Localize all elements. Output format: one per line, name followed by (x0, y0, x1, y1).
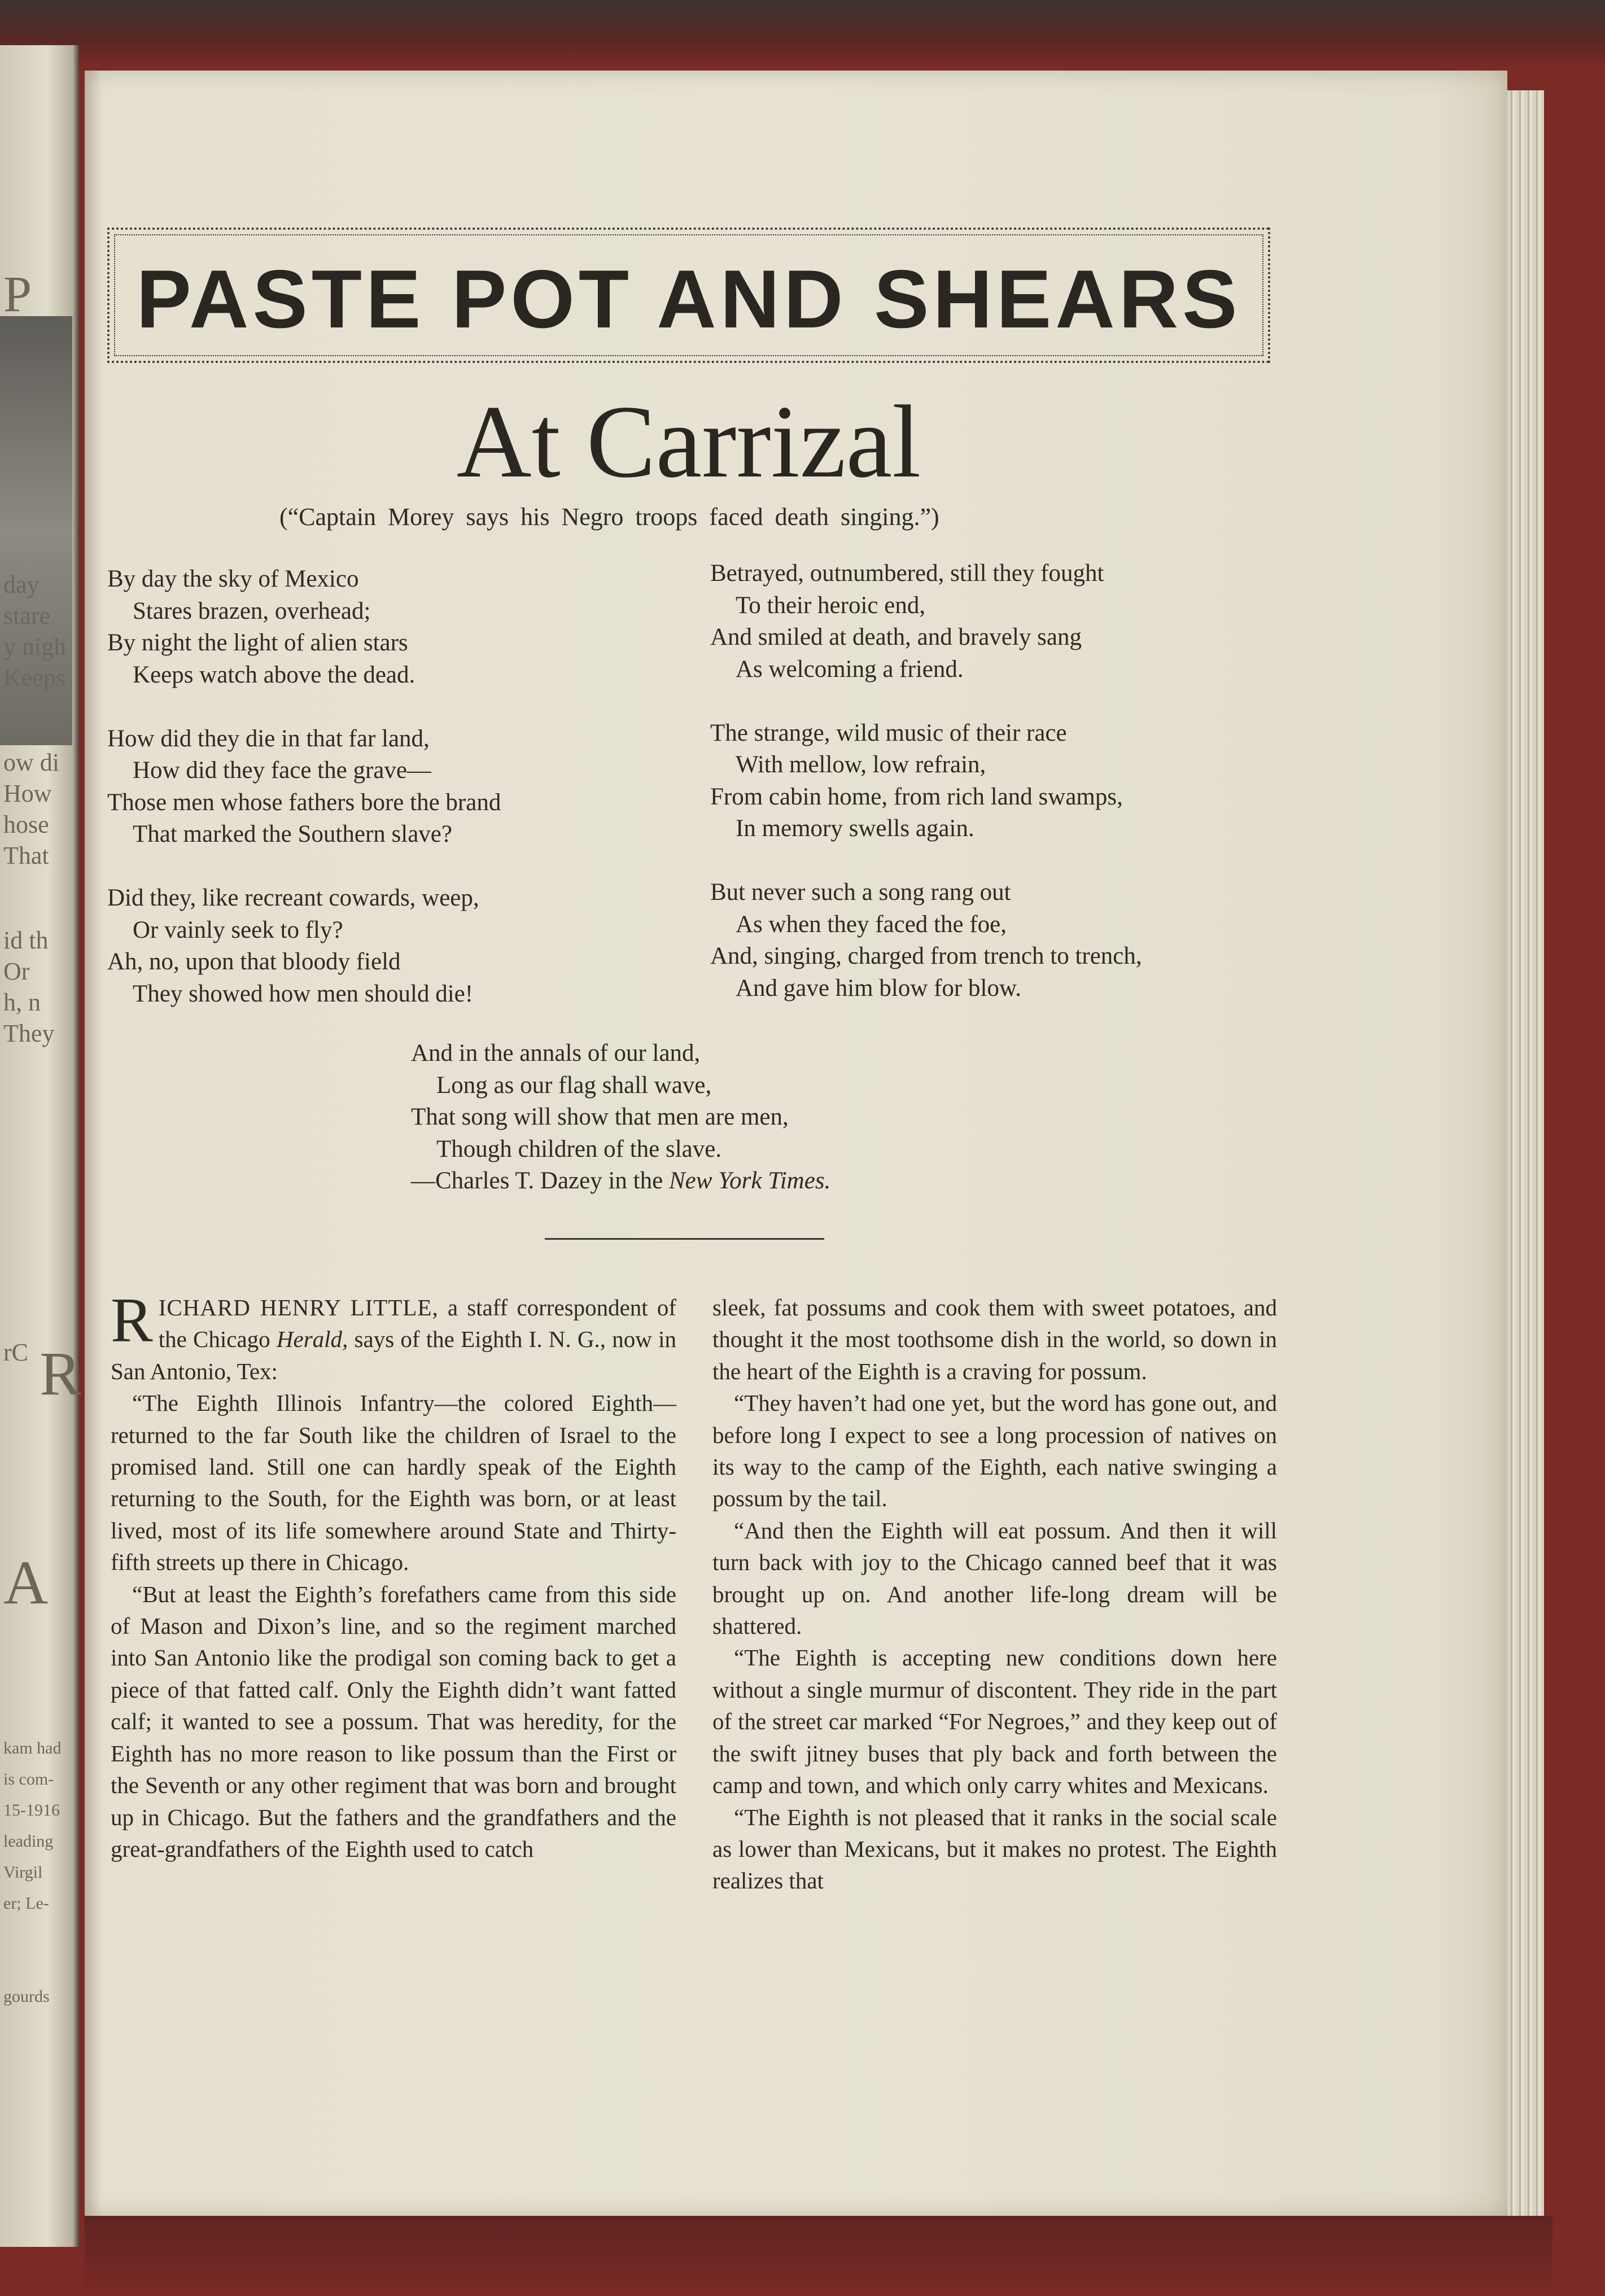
facing-page-fragment: kam had (3, 1739, 62, 1757)
article-paragraph: “The Eighth is not pleased that it ranks in the social scale as lower than Mexicans, but it makes no protest. The Eighth realizes that (712, 1804, 1277, 1894)
newspaper-name: New York Times. (668, 1167, 831, 1194)
poem-line: They showed how men should die! (133, 980, 474, 1007)
facing-page-fragment: is com- (3, 1770, 54, 1788)
poem-line: Or vainly seek to fly? (133, 916, 343, 943)
facing-page-fragment: Keeps (3, 664, 65, 692)
facing-page-fragment: They (3, 1020, 55, 1047)
poem-line: Did they, like recreant cowards, weep, (107, 885, 479, 911)
facing-page-fragment: A (3, 1548, 49, 1617)
section-heading-box (107, 228, 1270, 363)
facing-page-fragment: Virgil (3, 1863, 43, 1882)
article-paragraph: “The Eighth is accepting new conditions down here without a single murmur of discontent. They ride in the part of the street car marked “For Negroes,” and they keep out of the swift jitney buses that ply back and forth between the camp and town, and which only carry whites and Mexicans. (712, 1645, 1277, 1799)
poem-line: Long as our flag shall wave, (436, 1072, 712, 1099)
poem-credit: —Charles T. Dazey in the New York Times. (411, 1167, 831, 1194)
facing-page-fragment: rC (3, 1339, 28, 1366)
poem-left-column (107, 563, 501, 1010)
article-paragraph: “They haven’t had one yet, but the word has gone out, and before long I expect to see a long procession of natives on its way to the camp of the Eighth, each native swinging a possum by the tail. (712, 1390, 1277, 1512)
poem-line: The strange, wild music of their race (710, 719, 1067, 746)
facing-page-fragment: P (3, 266, 32, 322)
facing-page-fragment: er; Le- (3, 1894, 49, 1913)
poem-line: As when they faced the foe, (736, 911, 1007, 938)
poem-line: Stares brazen, overhead; (133, 597, 371, 624)
poem-line: In memory swells again. (736, 815, 974, 842)
article-paragraph: sleek, fat possums and cook them with sweet potatoes, and thought it the most toothsome dish in the world, so down in the heart of the Eighth is a craving for possum. (712, 1294, 1277, 1384)
book-cover-bottom (85, 2216, 1552, 2296)
facing-page-fragment: day (3, 571, 40, 598)
article-paragraph: RICHARD HENRY LITTLE, a staff correspondent of the Chicago Herald, says of the Eighth I. N. G., now in San Antonio, Tex: (111, 1285, 676, 1384)
poem-epigraph: (“Captain Morey says his Negro troops faced death singing.”) (279, 503, 939, 531)
facing-page-fragment: stare (3, 602, 51, 629)
article-paragraph: “The Eighth Illinois Infantry—the colored Eighth—returned to the far South like the children of Israel to the promised land. Still one can hardly speak of the Eighth returning to the South, for the Eighth was born, or at least lived, most of its life somewhere around State and Thirty-fifth streets up there in Chicago. (111, 1390, 676, 1576)
poem-line: That song will show that men are men, (411, 1104, 789, 1130)
facing-page-fragment: How (3, 780, 52, 807)
poem-line: Ah, no, upon that bloody field (107, 948, 401, 975)
article-right-column (712, 1292, 1277, 1897)
newspaper-name: Herald, (276, 1326, 348, 1353)
article-paragraph: “And then the Eighth will eat possum. And then it will turn back with joy to the Chicago canned beef that it was brought up on. And another life-long dream will be shattered. (712, 1517, 1277, 1639)
facing-page-edge (0, 45, 79, 2247)
poem-line: By day the sky of Mexico (107, 566, 359, 592)
poem-line: How did they die in that far land, (107, 725, 430, 752)
poem-line: That marked the Southern slave? (133, 821, 452, 847)
poem-line: As welcoming a friend. (736, 655, 964, 683)
facing-page-fragment: R (40, 1339, 81, 1408)
poem-final-stanza (411, 1038, 830, 1197)
facing-page-fragment: ow di (3, 749, 59, 776)
poem-line: To their heroic end, (736, 592, 926, 619)
poem-line: Though children of the slave. (436, 1135, 722, 1162)
drop-cap: R (111, 1285, 153, 1355)
article-paragraph: “But at least the Eighth’s forefathers came from this side of Mason and Dixon’s line, and so the regiment marched into San Antonio like the prodigal son coming back to get a piece of that fatted calf. Only the Eighth didn’t want fatted calf; it wanted to see a possum. That was heredity, for the Eighth has no more reason to like possum than the First or the Seventh or any other regiment that was born and brought up in Chicago. But the fathers and the grandfathers and the great-grandfathers of the Eighth used to catch (111, 1581, 676, 1862)
poem-line: Betrayed, outnumbered, still they fought (710, 560, 1104, 587)
poem-line: And, singing, charged from trench to trench, (710, 943, 1142, 969)
facing-page-fragment: gourds (3, 1987, 50, 2006)
section-divider (545, 1238, 824, 1240)
facing-page-fragment: leading (3, 1832, 54, 1851)
poem-line: With mellow, low refrain, (736, 751, 986, 778)
facing-page-fragment: id th (3, 926, 49, 954)
poem-line: By night the light of alien stars (107, 629, 408, 656)
poem-line: Keeps watch above the dead. (133, 661, 416, 688)
poem-line: And in the annals of our land, (411, 1040, 701, 1066)
section-heading: PASTE POT AND SHEARS (136, 253, 1241, 345)
poem-right-column (710, 558, 1142, 1004)
facing-page-fragment: That (3, 842, 49, 869)
book-cover-top (0, 0, 1605, 68)
poem-line: But never such a song rang out (710, 879, 1011, 906)
facing-page-fragment: hose (3, 811, 49, 838)
facing-page-fragment: h, n (3, 989, 41, 1016)
poem-line: Those men whose fathers bore the brand (107, 789, 501, 816)
article-left-column (111, 1285, 676, 1865)
facing-page-fragment: 15-1916 (3, 1801, 60, 1820)
poem-line: And gave him blow for blow. (736, 974, 1021, 1002)
facing-page-fragment: y nigh (3, 633, 67, 661)
facing-page-fragment: Or (3, 957, 30, 985)
poem-title: At Carrizal (456, 384, 921, 499)
poem-line: From cabin home, from rich land swamps, (710, 783, 1123, 810)
poem-line: How did they face the grave— (133, 757, 431, 784)
poem-line: And smiled at death, and bravely sang (710, 624, 1082, 650)
